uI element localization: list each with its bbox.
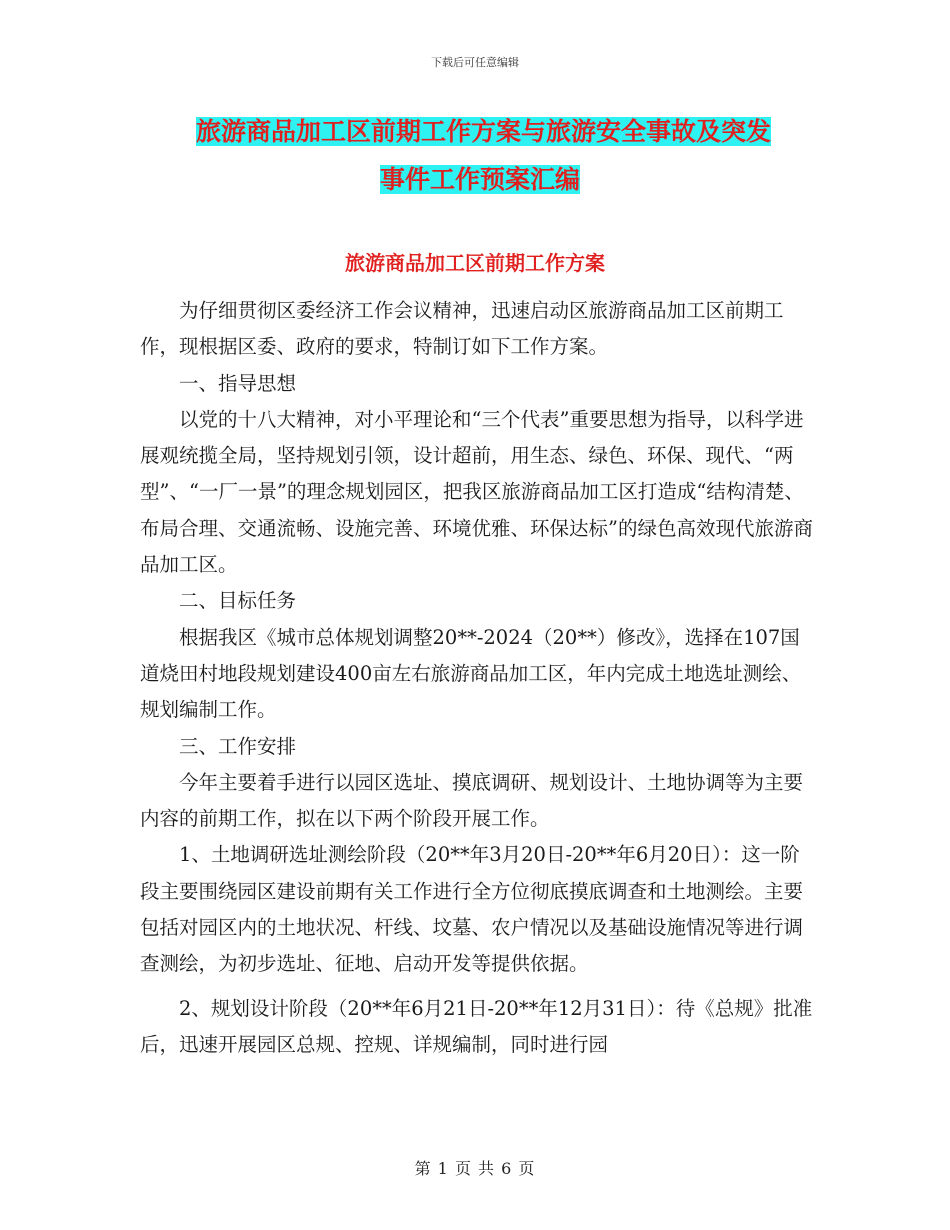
paragraph-phase-1: 1、土地调研选址测绘阶段（20**年3月20日-20**年6月20日）：这一阶段主要围绕园区建设前期有关工作进行全方位彻底摸底调查和土地测绘。主要包括对园区内的土地状况、杆线、坟墓、农户情况以及基础设施情况等进行调查测绘，为初步选址、征地、启动开发等提供依据。 [140,843,804,976]
page-footer: 第 1 页 共 6 页 [414,1159,536,1178]
paragraph-phase-2: 2、规划设计阶段（20**年6月21日-20**年12月31日）：待《总规》批准后，迅速开展园区总规、控规、详规编制，同时进行园 [140,996,813,1056]
title-line-1: 旅游商品加工区前期工作方案与旅游安全事故及突发 [196,117,772,146]
title-line-2: 事件工作预案汇编 [379,165,580,194]
document-title [140,108,820,204]
section-title: 旅游商品加工区前期工作方案 [345,251,605,275]
paragraph-guiding-thought: 以党的十八大精神，对小平理论和“三个代表”重要思想为指导，以科学进展观统揽全局，坚持规划引领，设计超前，用生态、绿色、环保、现代、“两型”、“一厂一景”的理念规划园区，把我区旅游商品加工区打造成“结构清楚、布局合理、交通流畅、设施完善、环境优雅、环保达标”的绿色高效现代旅游商品加工区。 [140,407,813,577]
heading-guiding-thought: 一、指导思想 [179,371,297,395]
paragraph-goals: 根据我区《城市总体规划调整20**-2024（20**）修改》，选择在107国道烧田村地段规划建设400亩左右旅游商品加工区，年内完成土地选址测绘、规划编制工作。 [140,625,802,722]
paragraph-work-arrangement: 今年主要着手进行以园区选址、摸底调研、规划设计、土地协调等为主要内容的前期工作，拟在以下两个阶段开展工作。 [140,770,804,831]
heading-work-arrangement: 三、工作安排 [179,734,297,758]
header-note: 下载后可任意编辑 [431,56,519,69]
document-body [140,293,816,1063]
paragraph-intro: 为仔细贯彻区委经济工作会议精神，迅速启动区旅游商品加工区前期工作，现根据区委、政府的要求，特制订如下工作方案。 [140,299,784,359]
heading-goals: 二、目标任务 [179,589,297,613]
